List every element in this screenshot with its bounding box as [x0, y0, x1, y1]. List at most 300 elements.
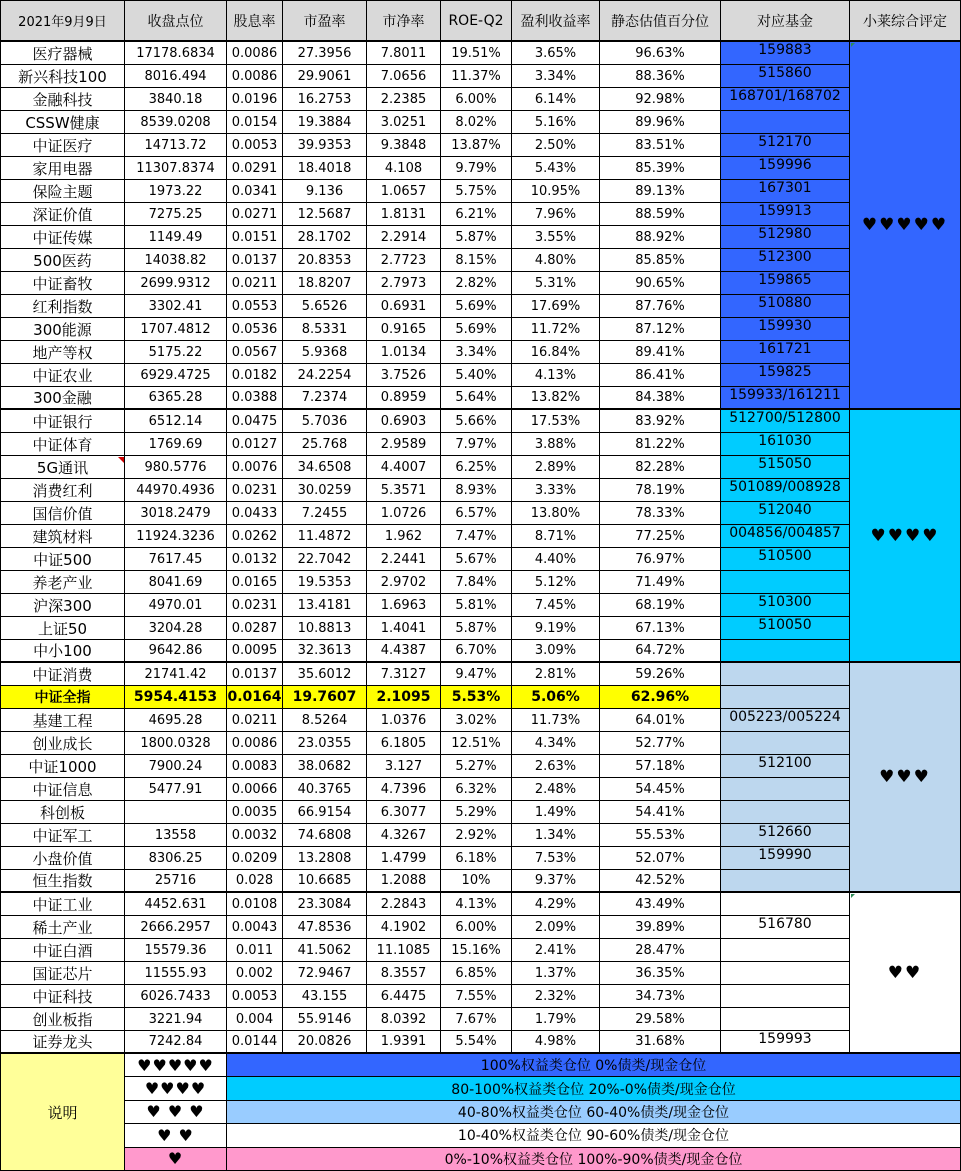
- valuation-percentile: 88.59%: [600, 203, 721, 226]
- fund-code: 512980: [721, 226, 850, 249]
- close-value: 4695.28: [125, 709, 227, 732]
- valuation-percentile: 89.41%: [600, 341, 721, 364]
- pb-ratio: 4.7396: [367, 778, 441, 801]
- earnings-yield: 3.65%: [512, 42, 600, 65]
- pe-ratio: 7.2455: [283, 502, 367, 525]
- index-name: 沪深300: [0, 594, 125, 617]
- fund-code: 516780: [721, 916, 850, 939]
- fund-code: [721, 939, 850, 962]
- close-value: 8041.69: [125, 571, 227, 594]
- roe-q2: 12.51%: [441, 732, 512, 755]
- valuation-percentile: 81.22%: [600, 433, 721, 456]
- pb-ratio: 1.4041: [367, 617, 441, 640]
- pb-ratio: 6.3077: [367, 801, 441, 824]
- roe-q2: 6.00%: [441, 88, 512, 111]
- roe-q2: 5.81%: [441, 594, 512, 617]
- fund-code: [721, 732, 850, 755]
- fund-code: 512100: [721, 755, 850, 778]
- earnings-yield: 5.12%: [512, 571, 600, 594]
- valuation-percentile: 87.76%: [600, 295, 721, 318]
- dividend-yield: 0.0553: [227, 295, 283, 318]
- dividend-yield: 0.0137: [227, 663, 283, 686]
- roe-q2: 7.67%: [441, 1008, 512, 1031]
- roe-q2: 8.93%: [441, 479, 512, 502]
- valuation-percentile: 42.52%: [600, 870, 721, 893]
- fund-code: [721, 801, 850, 824]
- pe-ratio: 12.5687: [283, 203, 367, 226]
- earnings-yield: 11.73%: [512, 709, 600, 732]
- fund-code: [721, 111, 850, 134]
- index-name: 消费红利: [0, 479, 125, 502]
- pb-ratio: 4.4007: [367, 456, 441, 479]
- dividend-yield: 0.0182: [227, 364, 283, 387]
- fund-code: [721, 663, 850, 686]
- pe-ratio: 39.9353: [283, 134, 367, 157]
- close-value: 1800.0328: [125, 732, 227, 755]
- roe-q2: 9.79%: [441, 157, 512, 180]
- earnings-yield: 7.45%: [512, 594, 600, 617]
- pb-ratio: 1.0726: [367, 502, 441, 525]
- fund-code: 159996: [721, 157, 850, 180]
- valuation-percentile: 96.63%: [600, 42, 721, 65]
- earnings-yield: 2.81%: [512, 663, 600, 686]
- dividend-yield: 0.0127: [227, 433, 283, 456]
- pe-ratio: 55.9146: [283, 1008, 367, 1031]
- column-header: 市净率: [367, 0, 441, 42]
- fund-code: 501089/008928: [721, 479, 850, 502]
- pe-ratio: 20.8353: [283, 249, 367, 272]
- index-name: 300能源: [0, 318, 125, 341]
- close-value: 4452.631: [125, 893, 227, 916]
- earnings-yield: 13.80%: [512, 502, 600, 525]
- pb-ratio: 7.3127: [367, 663, 441, 686]
- roe-q2: 7.84%: [441, 571, 512, 594]
- pb-ratio: 2.7973: [367, 272, 441, 295]
- valuation-percentile: 85.85%: [600, 249, 721, 272]
- close-value: 13558: [125, 824, 227, 847]
- dividend-yield: 0.0209: [227, 847, 283, 870]
- pb-ratio: 2.9589: [367, 433, 441, 456]
- pe-ratio: 34.6508: [283, 456, 367, 479]
- pb-ratio: 5.3571: [367, 479, 441, 502]
- index-name: 中证体育: [0, 433, 125, 456]
- valuation-percentile: 54.45%: [600, 778, 721, 801]
- valuation-percentile: 85.39%: [600, 157, 721, 180]
- earnings-yield: 2.50%: [512, 134, 600, 157]
- pe-ratio: 30.0259: [283, 479, 367, 502]
- legend-description: 0%-10%权益类仓位 100%-90%债类/现金仓位: [227, 1148, 961, 1171]
- index-name: 国信价值: [0, 502, 125, 525]
- pe-ratio: 8.5331: [283, 318, 367, 341]
- close-value: 3018.2479: [125, 502, 227, 525]
- close-value: 6026.7433: [125, 985, 227, 1008]
- legend-hearts: ♥♥♥♥: [125, 1077, 227, 1100]
- valuation-percentile: 54.41%: [600, 801, 721, 824]
- index-name: 新兴科技100: [0, 65, 125, 88]
- pe-ratio: 38.0682: [283, 755, 367, 778]
- valuation-percentile: 28.47%: [600, 939, 721, 962]
- earnings-yield: 17.69%: [512, 295, 600, 318]
- close-value: 21741.42: [125, 663, 227, 686]
- valuation-percentile: 39.89%: [600, 916, 721, 939]
- pb-ratio: 3.7526: [367, 364, 441, 387]
- roe-q2: 2.92%: [441, 824, 512, 847]
- index-name: 5G通讯: [0, 456, 125, 479]
- dividend-yield: 0.0475: [227, 410, 283, 433]
- close-value: 8016.494: [125, 65, 227, 88]
- fund-code: [721, 778, 850, 801]
- pe-ratio: 22.7042: [283, 548, 367, 571]
- comment-marker: [851, 43, 855, 47]
- pb-ratio: 0.6931: [367, 295, 441, 318]
- pe-ratio: 66.9154: [283, 801, 367, 824]
- close-value: 3302.41: [125, 295, 227, 318]
- close-value: 17178.6834: [125, 42, 227, 65]
- earnings-yield: 4.29%: [512, 893, 600, 916]
- valuation-percentile: 77.25%: [600, 525, 721, 548]
- index-name: 地产等权: [0, 341, 125, 364]
- pe-ratio: 9.136: [283, 180, 367, 203]
- earnings-yield: 4.80%: [512, 249, 600, 272]
- index-name: 中证军工: [0, 824, 125, 847]
- index-name: 中证1000: [0, 755, 125, 778]
- fund-code: 512170: [721, 134, 850, 157]
- close-value: 1973.22: [125, 180, 227, 203]
- roe-q2: 6.57%: [441, 502, 512, 525]
- fund-code: 159825: [721, 364, 850, 387]
- pe-ratio: 32.3613: [283, 640, 367, 663]
- valuation-percentile: 67.13%: [600, 617, 721, 640]
- column-header: 盈利收益率: [512, 0, 600, 42]
- pe-ratio: 19.3884: [283, 111, 367, 134]
- index-name: 中证工业: [0, 893, 125, 916]
- comment-marker: [118, 457, 124, 463]
- close-value: 7275.25: [125, 203, 227, 226]
- close-value: 44970.4936: [125, 479, 227, 502]
- dividend-yield: 0.0433: [227, 502, 283, 525]
- legend-hearts: ♥ ♥ ♥: [125, 1101, 227, 1124]
- dividend-yield: 0.002: [227, 962, 283, 985]
- pb-ratio: 7.0656: [367, 65, 441, 88]
- dividend-yield: 0.028: [227, 870, 283, 893]
- fund-code: 004856/004857: [721, 525, 850, 548]
- valuation-percentile: 86.41%: [600, 364, 721, 387]
- fund-code: [721, 640, 850, 663]
- dividend-yield: 0.0043: [227, 916, 283, 939]
- earnings-yield: 2.41%: [512, 939, 600, 962]
- earnings-yield: 1.37%: [512, 962, 600, 985]
- index-name: 养老产业: [0, 571, 125, 594]
- dividend-yield: 0.0053: [227, 985, 283, 1008]
- index-name: 家用电器: [0, 157, 125, 180]
- valuation-percentile: 31.68%: [600, 1031, 721, 1054]
- earnings-yield: 1.79%: [512, 1008, 600, 1031]
- close-value: 4970.01: [125, 594, 227, 617]
- pe-ratio: 25.768: [283, 433, 367, 456]
- roe-q2: 2.82%: [441, 272, 512, 295]
- roe-q2: 6.32%: [441, 778, 512, 801]
- pb-ratio: 8.0392: [367, 1008, 441, 1031]
- earnings-yield: 9.37%: [512, 870, 600, 893]
- earnings-yield: 3.34%: [512, 65, 600, 88]
- roe-q2: 19.51%: [441, 42, 512, 65]
- legend-description: 40-80%权益类仓位 60-40%债类/现金仓位: [227, 1101, 961, 1124]
- earnings-yield: 3.88%: [512, 433, 600, 456]
- earnings-yield: 2.89%: [512, 456, 600, 479]
- valuation-percentile: 87.12%: [600, 318, 721, 341]
- dividend-yield: 0.0132: [227, 548, 283, 571]
- pe-ratio: 24.2254: [283, 364, 367, 387]
- dividend-yield: 0.0144: [227, 1031, 283, 1054]
- pb-ratio: 1.0134: [367, 341, 441, 364]
- pb-ratio: 4.4387: [367, 640, 441, 663]
- fund-code: [721, 870, 850, 893]
- pe-ratio: 27.3956: [283, 42, 367, 65]
- dividend-yield: 0.004: [227, 1008, 283, 1031]
- roe-q2: 3.02%: [441, 709, 512, 732]
- pb-ratio: 1.962: [367, 525, 441, 548]
- pb-ratio: 0.9165: [367, 318, 441, 341]
- index-name: 证券龙头: [0, 1031, 125, 1054]
- earnings-yield: 4.13%: [512, 364, 600, 387]
- pb-ratio: 2.2385: [367, 88, 441, 111]
- earnings-yield: 9.19%: [512, 617, 600, 640]
- index-name: 中证农业: [0, 364, 125, 387]
- dividend-yield: 0.0287: [227, 617, 283, 640]
- pe-ratio: 5.9368: [283, 341, 367, 364]
- index-name: 中证信息: [0, 778, 125, 801]
- index-name: 中证银行: [0, 410, 125, 433]
- dividend-yield: 0.0086: [227, 65, 283, 88]
- legend-hearts: ♥♥♥♥♥: [125, 1054, 227, 1077]
- legend-hearts: ♥ ♥: [125, 1124, 227, 1147]
- pb-ratio: 2.2914: [367, 226, 441, 249]
- pb-ratio: 3.127: [367, 755, 441, 778]
- pe-ratio: 72.9467: [283, 962, 367, 985]
- valuation-percentile: 83.51%: [600, 134, 721, 157]
- index-name: 小盘价值: [0, 847, 125, 870]
- roe-q2: 8.15%: [441, 249, 512, 272]
- column-header: 市盈率: [283, 0, 367, 42]
- dividend-yield: 0.0076: [227, 456, 283, 479]
- roe-q2: 7.55%: [441, 985, 512, 1008]
- roe-q2: 8.02%: [441, 111, 512, 134]
- pe-ratio: 13.2808: [283, 847, 367, 870]
- fund-code: [721, 962, 850, 985]
- pb-ratio: 11.1085: [367, 939, 441, 962]
- dividend-yield: 0.0536: [227, 318, 283, 341]
- earnings-yield: 5.43%: [512, 157, 600, 180]
- pe-ratio: 23.3084: [283, 893, 367, 916]
- pe-ratio: 13.4181: [283, 594, 367, 617]
- dividend-yield: 0.0086: [227, 732, 283, 755]
- valuation-percentile: 88.36%: [600, 65, 721, 88]
- index-name: 创业板指: [0, 1008, 125, 1031]
- fund-code: 510500: [721, 548, 850, 571]
- fund-code: 510050: [721, 617, 850, 640]
- pb-ratio: 1.2088: [367, 870, 441, 893]
- column-header: 2021年9月9日: [0, 0, 125, 42]
- pe-ratio: 35.6012: [283, 663, 367, 686]
- dividend-yield: 0.011: [227, 939, 283, 962]
- pb-ratio: 4.1902: [367, 916, 441, 939]
- dividend-yield: 0.0567: [227, 341, 283, 364]
- close-value: 1149.49: [125, 226, 227, 249]
- pb-ratio: 6.1805: [367, 732, 441, 755]
- column-header: 对应基金: [721, 0, 850, 42]
- valuation-percentile: 78.19%: [600, 479, 721, 502]
- earnings-yield: 13.82%: [512, 387, 600, 410]
- pe-ratio: 18.4018: [283, 157, 367, 180]
- index-name: 中小100: [0, 640, 125, 663]
- dividend-yield: 0.0388: [227, 387, 283, 410]
- pe-ratio: 18.8207: [283, 272, 367, 295]
- dividend-yield: 0.0137: [227, 249, 283, 272]
- close-value: 8539.0208: [125, 111, 227, 134]
- roe-q2: 6.21%: [441, 203, 512, 226]
- index-name: 300金融: [0, 387, 125, 410]
- roe-q2: 6.25%: [441, 456, 512, 479]
- legend-description: 80-100%权益类仓位 20%-0%债类/现金仓位: [227, 1077, 961, 1100]
- roe-q2: 5.54%: [441, 1031, 512, 1054]
- roe-q2: 15.16%: [441, 939, 512, 962]
- index-name: 基建工程: [0, 709, 125, 732]
- index-name: 保险主题: [0, 180, 125, 203]
- index-name: 金融科技: [0, 88, 125, 111]
- close-value: 6512.14: [125, 410, 227, 433]
- valuation-percentile: 55.53%: [600, 824, 721, 847]
- valuation-percentile: 71.49%: [600, 571, 721, 594]
- pe-ratio: 43.155: [283, 985, 367, 1008]
- fund-code: [721, 571, 850, 594]
- valuation-percentile: 64.01%: [600, 709, 721, 732]
- valuation-percentile: 88.92%: [600, 226, 721, 249]
- pe-ratio: 19.7607: [283, 686, 367, 709]
- roe-q2: 5.69%: [441, 295, 512, 318]
- close-value: 2699.9312: [125, 272, 227, 295]
- roe-q2: 5.87%: [441, 226, 512, 249]
- pe-ratio: 7.2374: [283, 387, 367, 410]
- valuation-percentile: 83.92%: [600, 410, 721, 433]
- close-value: 9642.86: [125, 640, 227, 663]
- index-name: 上证50: [0, 617, 125, 640]
- earnings-yield: 2.32%: [512, 985, 600, 1008]
- fund-code: 159883: [721, 42, 850, 65]
- valuation-percentile: 57.18%: [600, 755, 721, 778]
- index-name: 中证传媒: [0, 226, 125, 249]
- earnings-yield: 8.71%: [512, 525, 600, 548]
- valuation-percentile: 62.96%: [600, 686, 721, 709]
- close-value: 6365.28: [125, 387, 227, 410]
- valuation-percentile: 84.38%: [600, 387, 721, 410]
- dividend-yield: 0.0035: [227, 801, 283, 824]
- fund-code: 161030: [721, 433, 850, 456]
- legend-description: 100%权益类仓位 0%债类/现金仓位: [227, 1054, 961, 1077]
- valuation-percentile: 52.07%: [600, 847, 721, 870]
- pe-ratio: 47.8536: [283, 916, 367, 939]
- pe-ratio: 11.4872: [283, 525, 367, 548]
- column-header: ROE-Q2: [441, 0, 512, 42]
- earnings-yield: 5.06%: [512, 686, 600, 709]
- roe-q2: 5.75%: [441, 180, 512, 203]
- fund-code: 159990: [721, 847, 850, 870]
- dividend-yield: 0.0262: [227, 525, 283, 548]
- earnings-yield: 2.09%: [512, 916, 600, 939]
- fund-code: 512700/512800: [721, 410, 850, 433]
- valuation-percentile: 90.65%: [600, 272, 721, 295]
- valuation-percentile: 59.26%: [600, 663, 721, 686]
- fund-code: [721, 1008, 850, 1031]
- close-value: 14038.82: [125, 249, 227, 272]
- earnings-yield: 17.53%: [512, 410, 600, 433]
- valuation-percentile: 92.98%: [600, 88, 721, 111]
- roe-q2: 5.67%: [441, 548, 512, 571]
- dividend-yield: 0.0271: [227, 203, 283, 226]
- index-name: 科创板: [0, 801, 125, 824]
- earnings-yield: 1.49%: [512, 801, 600, 824]
- roe-q2: 7.47%: [441, 525, 512, 548]
- legend-description: 10-40%权益类仓位 90-60%债类/现金仓位: [227, 1124, 961, 1147]
- dividend-yield: 0.0341: [227, 180, 283, 203]
- dividend-yield: 0.0164: [227, 686, 283, 709]
- pe-ratio: 41.5062: [283, 939, 367, 962]
- dividend-yield: 0.0231: [227, 479, 283, 502]
- dividend-yield: 0.0211: [227, 709, 283, 732]
- fund-code: [721, 985, 850, 1008]
- fund-code: 159933/161211: [721, 387, 850, 410]
- roe-q2: 7.97%: [441, 433, 512, 456]
- close-value: 15579.36: [125, 939, 227, 962]
- earnings-yield: 11.72%: [512, 318, 600, 341]
- roe-q2: 6.70%: [441, 640, 512, 663]
- pe-ratio: 28.1702: [283, 226, 367, 249]
- fund-code: 512300: [721, 249, 850, 272]
- pe-ratio: 29.9061: [283, 65, 367, 88]
- roe-q2: 5.69%: [441, 318, 512, 341]
- earnings-yield: 1.34%: [512, 824, 600, 847]
- earnings-yield: 4.34%: [512, 732, 600, 755]
- pe-ratio: 16.2753: [283, 88, 367, 111]
- earnings-yield: 3.33%: [512, 479, 600, 502]
- valuation-percentile: 78.33%: [600, 502, 721, 525]
- pe-ratio: 5.7036: [283, 410, 367, 433]
- fund-code: 168701/168702: [721, 88, 850, 111]
- close-value: 2666.2957: [125, 916, 227, 939]
- index-name: 医疗器械: [0, 42, 125, 65]
- index-name: 创业成长: [0, 732, 125, 755]
- earnings-yield: 4.40%: [512, 548, 600, 571]
- fund-code: 512040: [721, 502, 850, 525]
- legend-hearts: ♥: [125, 1148, 227, 1171]
- legend-label: 说明: [0, 1054, 125, 1171]
- column-header: 股息率: [227, 0, 283, 42]
- close-value: [125, 801, 227, 824]
- index-name: 恒生指数: [0, 870, 125, 893]
- earnings-yield: 10.95%: [512, 180, 600, 203]
- pb-ratio: 3.0251: [367, 111, 441, 134]
- close-value: 6929.4725: [125, 364, 227, 387]
- valuation-percentile: 68.19%: [600, 594, 721, 617]
- dividend-yield: 0.0196: [227, 88, 283, 111]
- roe-q2: 6.85%: [441, 962, 512, 985]
- close-value: 7900.24: [125, 755, 227, 778]
- close-value: 8306.25: [125, 847, 227, 870]
- index-name: 中证500: [0, 548, 125, 571]
- pb-ratio: 0.8959: [367, 387, 441, 410]
- fund-code: 159913: [721, 203, 850, 226]
- roe-q2: 10%: [441, 870, 512, 893]
- close-value: 3840.18: [125, 88, 227, 111]
